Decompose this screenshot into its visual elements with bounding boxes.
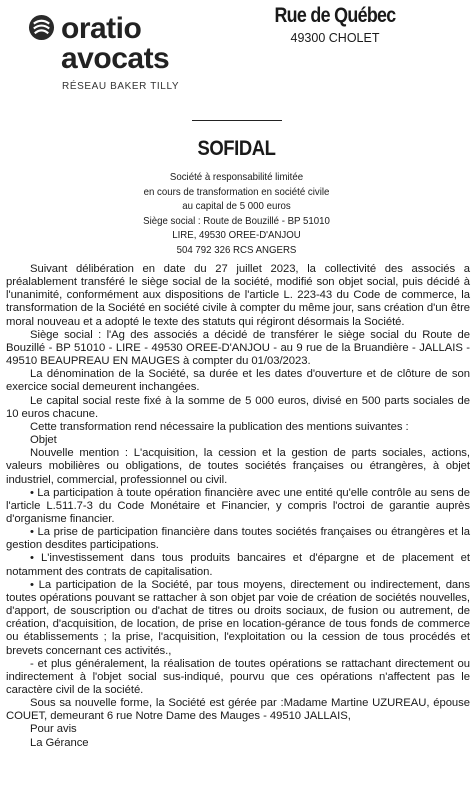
paragraph: La Gérance bbox=[30, 736, 89, 749]
company-header bbox=[19, 170, 454, 258]
divider bbox=[192, 120, 282, 121]
oratio-logo-icon bbox=[28, 14, 55, 41]
paragraph: Sous sa nouvelle forme, la Société est gérée par :Madame Martine UZUREAU, épouse COUET, demeurant 6 rue Notre Dame des Mauges - 49510 JALLAIS, bbox=[6, 697, 470, 723]
logo-name-line2: avocats bbox=[61, 42, 170, 75]
paragraph: Nouvelle mention : L'acquisition, la cession et la gestion de parts sociales, actions, valeurs mobilières ou obligations, de toutes sociétés françaises ou étrangères, à objet industriel, commercial, professionnel ou civil. bbox=[6, 447, 470, 486]
paragraph: Suivant délibération en date du 27 juillet 2023, la collectivité des associés a préalablement transféré le siège social de la société, modifié son objet social, puis décidé à l'unanimité, conformément aux dispositions de l'article L. 223-43 du Code de commerce, la transformation de la Société en société civile à compter du même jour, sans création d'un être moral nouveau et a adopté le texte des statuts qui régiront désormais la Société. bbox=[6, 263, 471, 328]
paragraph: - et plus généralement, la réalisation de toutes opérations se rattachant directement ou indirectement à l'objet social sus-indiqué, pourvu que ces opérations n'affectent pas le caractère civil de la société. bbox=[6, 657, 470, 696]
paragraph: La dénomination de la Société, sa durée et les dates d'ouverture et de clôture de son exercice social demeurent inchangées. bbox=[6, 368, 470, 394]
paragraph: Cette transformation rend nécessaire la publication des mentions suivantes : bbox=[30, 420, 409, 433]
paragraph: Objet bbox=[30, 434, 57, 447]
header-line: 504 792 326 RCS ANGERS bbox=[176, 243, 297, 256]
header-line: Siège social : Route de Bouzillé - BP 51010 bbox=[143, 214, 330, 227]
address-city: 49300 CHOLET bbox=[290, 31, 380, 45]
header-line: en cours de transformation en société civile bbox=[143, 185, 330, 198]
header-line: au capital de 5 000 euros bbox=[182, 200, 291, 213]
paragraph: • La participation de la Société, par tous moyens, directement ou indirectement, dans toutes opérations pouvant se rattacher à son objet par voie de création de sociétés nouvelles, d'apport, de souscription ou d'achat de titres ou droits sociaux, de fusion ou autrement, de création, d'acquisition, de location, de prise en location-gérance de tous fonds de commerce ou établissements ; la prise, l'acquisition, l'exploitation ou la cession de tous procédés et brevets concernant ces activités., bbox=[6, 578, 470, 657]
paragraph: • La participation à toute opération financière avec une entité qu'elle contrôle au sens de l'article L.511.7-3 du Code Monétaire et Financier, y compris l'octroi de garantie auprès d'organisme financier. bbox=[6, 486, 470, 525]
paragraph: Le capital social reste fixé à la somme de 5 000 euros, divisé en 500 parts sociales de 10 euros chacune. bbox=[6, 394, 470, 420]
firm-address bbox=[240, 4, 430, 46]
logo-name-line1: oratio bbox=[61, 12, 142, 45]
notice-body bbox=[6, 263, 470, 750]
address-street: Rue de Québec bbox=[274, 4, 396, 27]
logo-tagline: RÉSEAU BAKER TILLY bbox=[62, 81, 180, 92]
header-line: Société à responsabilité limitée bbox=[169, 171, 304, 183]
paragraph: Siège social : l'Ag des associés a décidé de transférer le siège social du Route de Bouzillé - BP 51010 - LIRE - 49530 OREE-D'ANJOU - au 9 rue de la Bruandière - JALLAIS - 49510 BEAUPREAU EN MAUGES à compter du 01/03/2023. bbox=[6, 328, 470, 368]
company-name: SOFIDAL bbox=[197, 137, 276, 160]
header-line: LIRE, 49530 OREE-D'ANJOU bbox=[172, 229, 301, 242]
paragraph: • La prise de participation financière dans toutes sociétés françaises ou étrangères et la gestion desdites participations. bbox=[6, 526, 470, 552]
paragraph: • L'investissement dans tous produits bancaires et d'épargne et de placement et notamment des contrats de capitalisation. bbox=[6, 552, 470, 578]
paragraph: Pour avis bbox=[30, 723, 77, 736]
